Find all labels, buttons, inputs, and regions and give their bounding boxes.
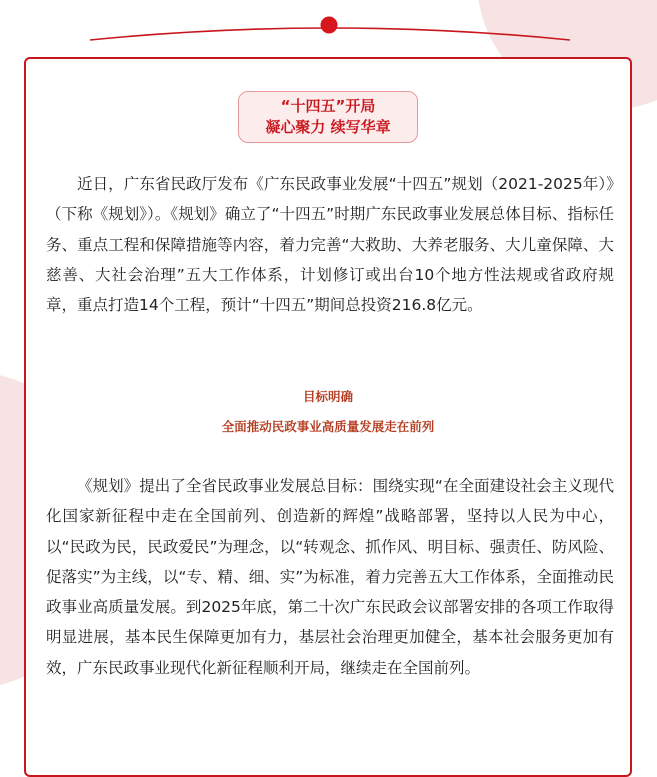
- title-box: [238, 91, 418, 143]
- paragraph-intro: 近日，广东省民政厅发布《广东民政事业发展“十四五”规划（2021-2025年）》（下称《规划》）。《规划》确立了“十四五”时期广东民政事业发展总体目标、指标任务、重点工程和保障措施等内容，着力完善“大救助、大养老服务、大儿童保障、大慈善、大社会治理”五大工作体系，计划修订或出台10个地方性法规或省政府规章，重点打造14个工程，预计“十四五”期间总投资216.8亿元。: [46, 175, 614, 315]
- top-ornament: [90, 14, 570, 50]
- section-subheading: 全面推动民政事业高质量发展走在前列: [221, 419, 435, 434]
- article-card: [24, 57, 632, 777]
- ornament-dot: [321, 17, 338, 34]
- title-line-2: 凝心聚力 续写华章: [265, 118, 391, 136]
- title-line-1: “十四五”开局: [280, 97, 376, 115]
- paragraph-goals: 《规划》提出了全省民政事业发展总目标：围绕实现“在全面建设社会主义现代化国家新征程中走在全国前列、创造新的辉煌”战略部署，坚持以人民为中心，以“民政为民，民政爱民”为理念，以“转观念、抓作风、明目标、强责任、防风险、促落实”为主线，以“专、精、细、实”为标准，着力完善五大工作体系，全面推动民政事业高质量发展。到2025年底，第二十次广东民政会议部署安排的各项工作取得明显进展，基本民生保障更加有力，基层社会治理更加健全，基本社会服务更加有效，广东民政事业现代化新征程顺利开局，继续走在全国前列。: [46, 477, 614, 677]
- section-heading: 目标明确: [302, 389, 353, 404]
